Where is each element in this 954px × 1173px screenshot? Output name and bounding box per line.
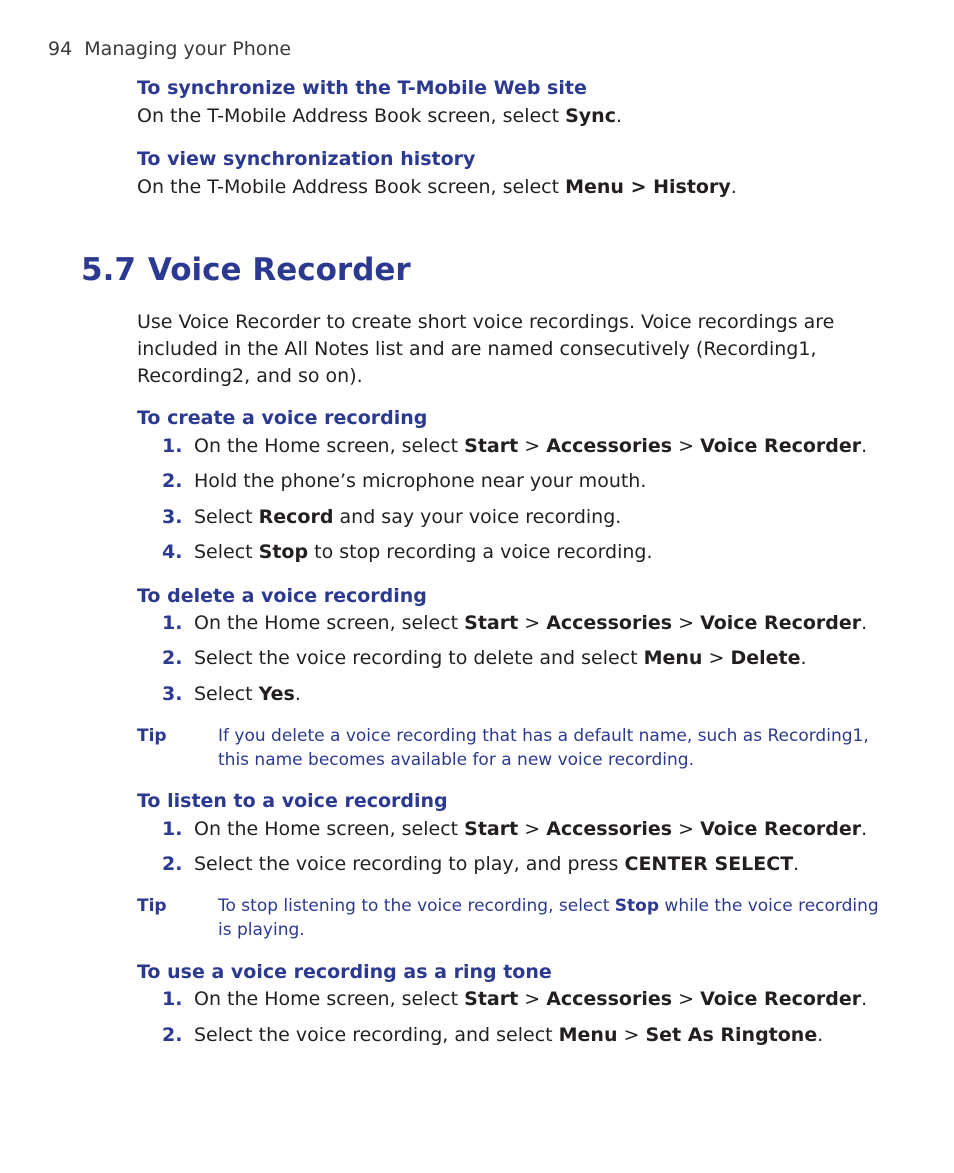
- step-number: 2.: [162, 470, 183, 492]
- sync-web-text-pre: On the T-Mobile Address Book screen, select: [137, 105, 566, 127]
- sync-web-text: [137, 103, 622, 130]
- menu-start: Start: [464, 988, 519, 1010]
- step-period: .: [861, 818, 868, 840]
- step-text-pre: Select: [194, 506, 259, 528]
- step-bold: Yes: [258, 683, 295, 705]
- menu-start: Start: [464, 612, 519, 634]
- menu-accessories: Accessories: [546, 818, 673, 840]
- tip-label: Tip: [137, 726, 167, 746]
- tip-text: [218, 894, 879, 942]
- menu-accessories: Accessories: [546, 612, 673, 634]
- step-text-post: .: [793, 853, 800, 875]
- menu-separator: >: [518, 818, 547, 840]
- menu-separator: >: [672, 818, 701, 840]
- menu-separator: >: [702, 647, 731, 669]
- step-bold: Menu: [558, 1024, 618, 1046]
- step-text-post: to stop recording a voice recording.: [308, 541, 653, 563]
- step-text-pre: Select the voice recording to play, and press: [194, 853, 625, 875]
- step-bold: Delete: [730, 647, 801, 669]
- sync-web-bold: Sync: [565, 105, 616, 127]
- step-text: [194, 818, 867, 840]
- section-title: [81, 252, 411, 288]
- step-text-post: .: [294, 683, 301, 705]
- menu-accessories: Accessories: [546, 435, 673, 457]
- step-text: [194, 683, 301, 705]
- menu-voice-recorder: Voice Recorder: [700, 435, 862, 457]
- tip-text: [218, 724, 869, 772]
- step-text: Hold the phone’s microphone near your mouth.: [194, 470, 647, 492]
- step-number: 2.: [162, 853, 183, 875]
- step-number: 3.: [162, 683, 183, 705]
- intro-line: Use Voice Recorder to create short voice recordings. Voice recordings are: [137, 311, 835, 333]
- tip-line: is playing.: [218, 920, 305, 940]
- step-text: [194, 1024, 823, 1046]
- step-text-pre: Select the voice recording to delete and select: [194, 647, 644, 669]
- menu-voice-recorder: Voice Recorder: [700, 988, 862, 1010]
- step-text-post: .: [800, 647, 807, 669]
- menu-separator: >: [672, 612, 701, 634]
- sync-history-text-post: .: [730, 176, 737, 198]
- section-number: 5.7: [81, 252, 136, 288]
- step-bold: Set As Ringtone: [645, 1024, 818, 1046]
- step-number: 2.: [162, 647, 183, 669]
- intro-line: Recording2, and so on).: [137, 365, 363, 387]
- menu-start: Start: [464, 435, 519, 457]
- step-text: [194, 541, 653, 563]
- menu-accessories: Accessories: [546, 988, 673, 1010]
- sync-web-text-post: .: [615, 105, 623, 127]
- step-text-pre: Select the voice recording, and select: [194, 1024, 559, 1046]
- tip-text-post: while the voice recording: [659, 896, 879, 916]
- listen-heading: To listen to a voice recording: [137, 790, 448, 812]
- sync-web-heading: To synchronize with the T-Mobile Web site: [137, 77, 587, 99]
- menu-voice-recorder: Voice Recorder: [700, 818, 862, 840]
- tip-text-pre: To stop listening to the voice recording, select: [218, 896, 615, 916]
- step-number: 3.: [162, 506, 183, 528]
- step-text: [194, 612, 867, 634]
- tip-bold: Stop: [614, 896, 660, 916]
- page-number: 94: [48, 38, 73, 60]
- delete-heading: To delete a voice recording: [137, 585, 427, 607]
- step-text: [194, 988, 867, 1010]
- running-header: [48, 38, 291, 60]
- menu-separator: >: [518, 988, 547, 1010]
- step-number: 1.: [162, 612, 183, 634]
- step-number: 1.: [162, 818, 183, 840]
- intro-line: included in the All Notes list and are named consecutively (Recording1,: [137, 338, 817, 360]
- step-bold: Stop: [258, 541, 309, 563]
- ringtone-heading: To use a voice recording as a ring tone: [137, 961, 552, 983]
- step-bold: Record: [258, 506, 334, 528]
- step-text: [194, 647, 807, 669]
- sync-history-bold: Menu > History: [565, 176, 731, 198]
- step-text-post: .: [817, 1024, 824, 1046]
- step-text-pre: On the Home screen, select: [194, 612, 465, 634]
- menu-separator: >: [518, 612, 547, 634]
- menu-start: Start: [464, 818, 519, 840]
- step-text-post: and say your voice recording.: [333, 506, 622, 528]
- step-number: 1.: [162, 988, 183, 1010]
- step-bold: Menu: [643, 647, 703, 669]
- step-period: .: [861, 612, 868, 634]
- step-text-pre: On the Home screen, select: [194, 435, 465, 457]
- step-text-pre: On the Home screen, select: [194, 988, 465, 1010]
- section-name: Voice Recorder: [147, 252, 411, 288]
- step-text-pre: On the Home screen, select: [194, 818, 465, 840]
- tip-line: If you delete a voice recording that has a default name, such as Recording1,: [218, 726, 869, 746]
- sync-history-text: [137, 174, 737, 201]
- menu-separator: >: [617, 1024, 646, 1046]
- step-period: .: [861, 988, 868, 1010]
- step-text: [194, 506, 621, 528]
- step-number: 2.: [162, 1024, 183, 1046]
- tip-line: this name becomes available for a new voice recording.: [218, 750, 694, 770]
- menu-voice-recorder: Voice Recorder: [700, 612, 862, 634]
- step-period: .: [861, 435, 868, 457]
- tip-label: Tip: [137, 896, 167, 916]
- step-number: 1.: [162, 435, 183, 457]
- tip-line: [218, 894, 879, 918]
- sync-history-text-pre: On the T-Mobile Address Book screen, select: [137, 176, 566, 198]
- menu-separator: >: [518, 435, 547, 457]
- menu-separator: >: [672, 988, 701, 1010]
- step-number: 4.: [162, 541, 183, 563]
- step-text: [194, 853, 799, 875]
- step-bold: CENTER SELECT: [624, 853, 794, 875]
- section-intro: [137, 309, 837, 390]
- create-heading: To create a voice recording: [137, 407, 428, 429]
- step-text: [194, 435, 867, 457]
- step-text-pre: Select: [194, 541, 259, 563]
- menu-separator: >: [672, 435, 701, 457]
- chapter-title: Managing your Phone: [84, 38, 292, 60]
- sync-history-heading: To view synchronization history: [137, 148, 476, 170]
- step-text-pre: Select: [194, 683, 259, 705]
